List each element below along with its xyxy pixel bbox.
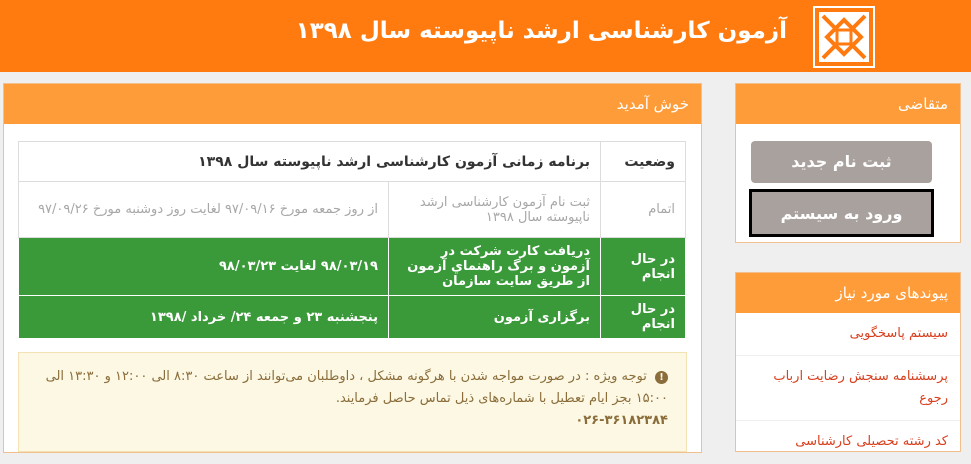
row-title: دریافت کارت شرکت در آزمون و برگ راهنماي آزمون از طریق سایت سازمان <box>389 238 601 296</box>
row-date: ۹۸/۰۳/۱۹ لغایت ۹۸/۰۳/۲۳ <box>19 238 389 296</box>
page-title: آزمون کارشناسی ارشد ناپیوسته سال ۱۳۹۸ <box>295 18 787 44</box>
links-panel-title: پیوندهای مورد نیاز <box>736 273 960 313</box>
row-status: اتمام <box>601 182 686 238</box>
row-status: در حال انجام <box>601 238 686 296</box>
link-response-system[interactable]: سیستم پاسخگویی <box>736 313 960 356</box>
applicant-panel <box>735 83 961 243</box>
table-row <box>19 238 686 296</box>
notice-box <box>18 352 687 452</box>
link-bachelor-field-codes[interactable]: کد رشته تحصیلی کارشناسی <box>736 421 960 464</box>
row-date: از روز جمعه مورخ ۹۷/۰۹/۱۶ لغایت روز دوشنبه مورخ ۹۷/۰۹/۲۶ <box>19 182 389 238</box>
link-satisfaction-survey[interactable]: پرسشنامه سنجش رضایت ارباب رجوع <box>736 356 960 421</box>
row-title: برگزاری آزمون <box>389 296 601 339</box>
table-header-row <box>19 142 686 182</box>
status-column-header: وضعیت <box>601 142 686 182</box>
register-button[interactable]: ثبت نام جدید <box>751 141 932 183</box>
notice-text: توجه ویژه : در صورت مواجه شدن با هرگونه مشکل ، داوطلبان می‌توانند از ساعت ۸:۳۰ الی ۱۲:۰۰ و ۱۳:۳۰ الی ۱۵:۰۰ بجز ایام تعطیل با شماره‌های ذیل تماس حاصل فرمایند. <box>45 369 668 406</box>
site-header <box>0 0 971 72</box>
login-button[interactable]: ورود به سیستم <box>749 189 934 237</box>
row-status: در حال انجام <box>601 296 686 339</box>
applicant-panel-title: متقاضی <box>736 84 960 124</box>
row-date: پنجشنبه ۲۳ و جمعه ۲۴/ خرداد /۱۳۹۸ <box>19 296 389 339</box>
site-logo <box>813 6 875 68</box>
welcome-panel <box>3 83 702 453</box>
schedule-table <box>18 141 686 339</box>
info-icon: ! <box>655 371 668 384</box>
welcome-panel-title: خوش آمدید <box>4 84 701 124</box>
links-panel <box>735 272 961 452</box>
row-title: ثبت نام آزمون کارشناسی ارشد ناپیوسته سال ۱۳۹۸ <box>389 182 601 238</box>
notice-phone: ۰۲۶-۳۶۱۸۲۳۸۴ <box>575 413 668 428</box>
table-row <box>19 296 686 339</box>
schedule-column-header: برنامه زمانی آزمون کارشناسی ارشد ناپیوسته سال ۱۳۹۸ <box>19 142 601 182</box>
table-row <box>19 182 686 238</box>
